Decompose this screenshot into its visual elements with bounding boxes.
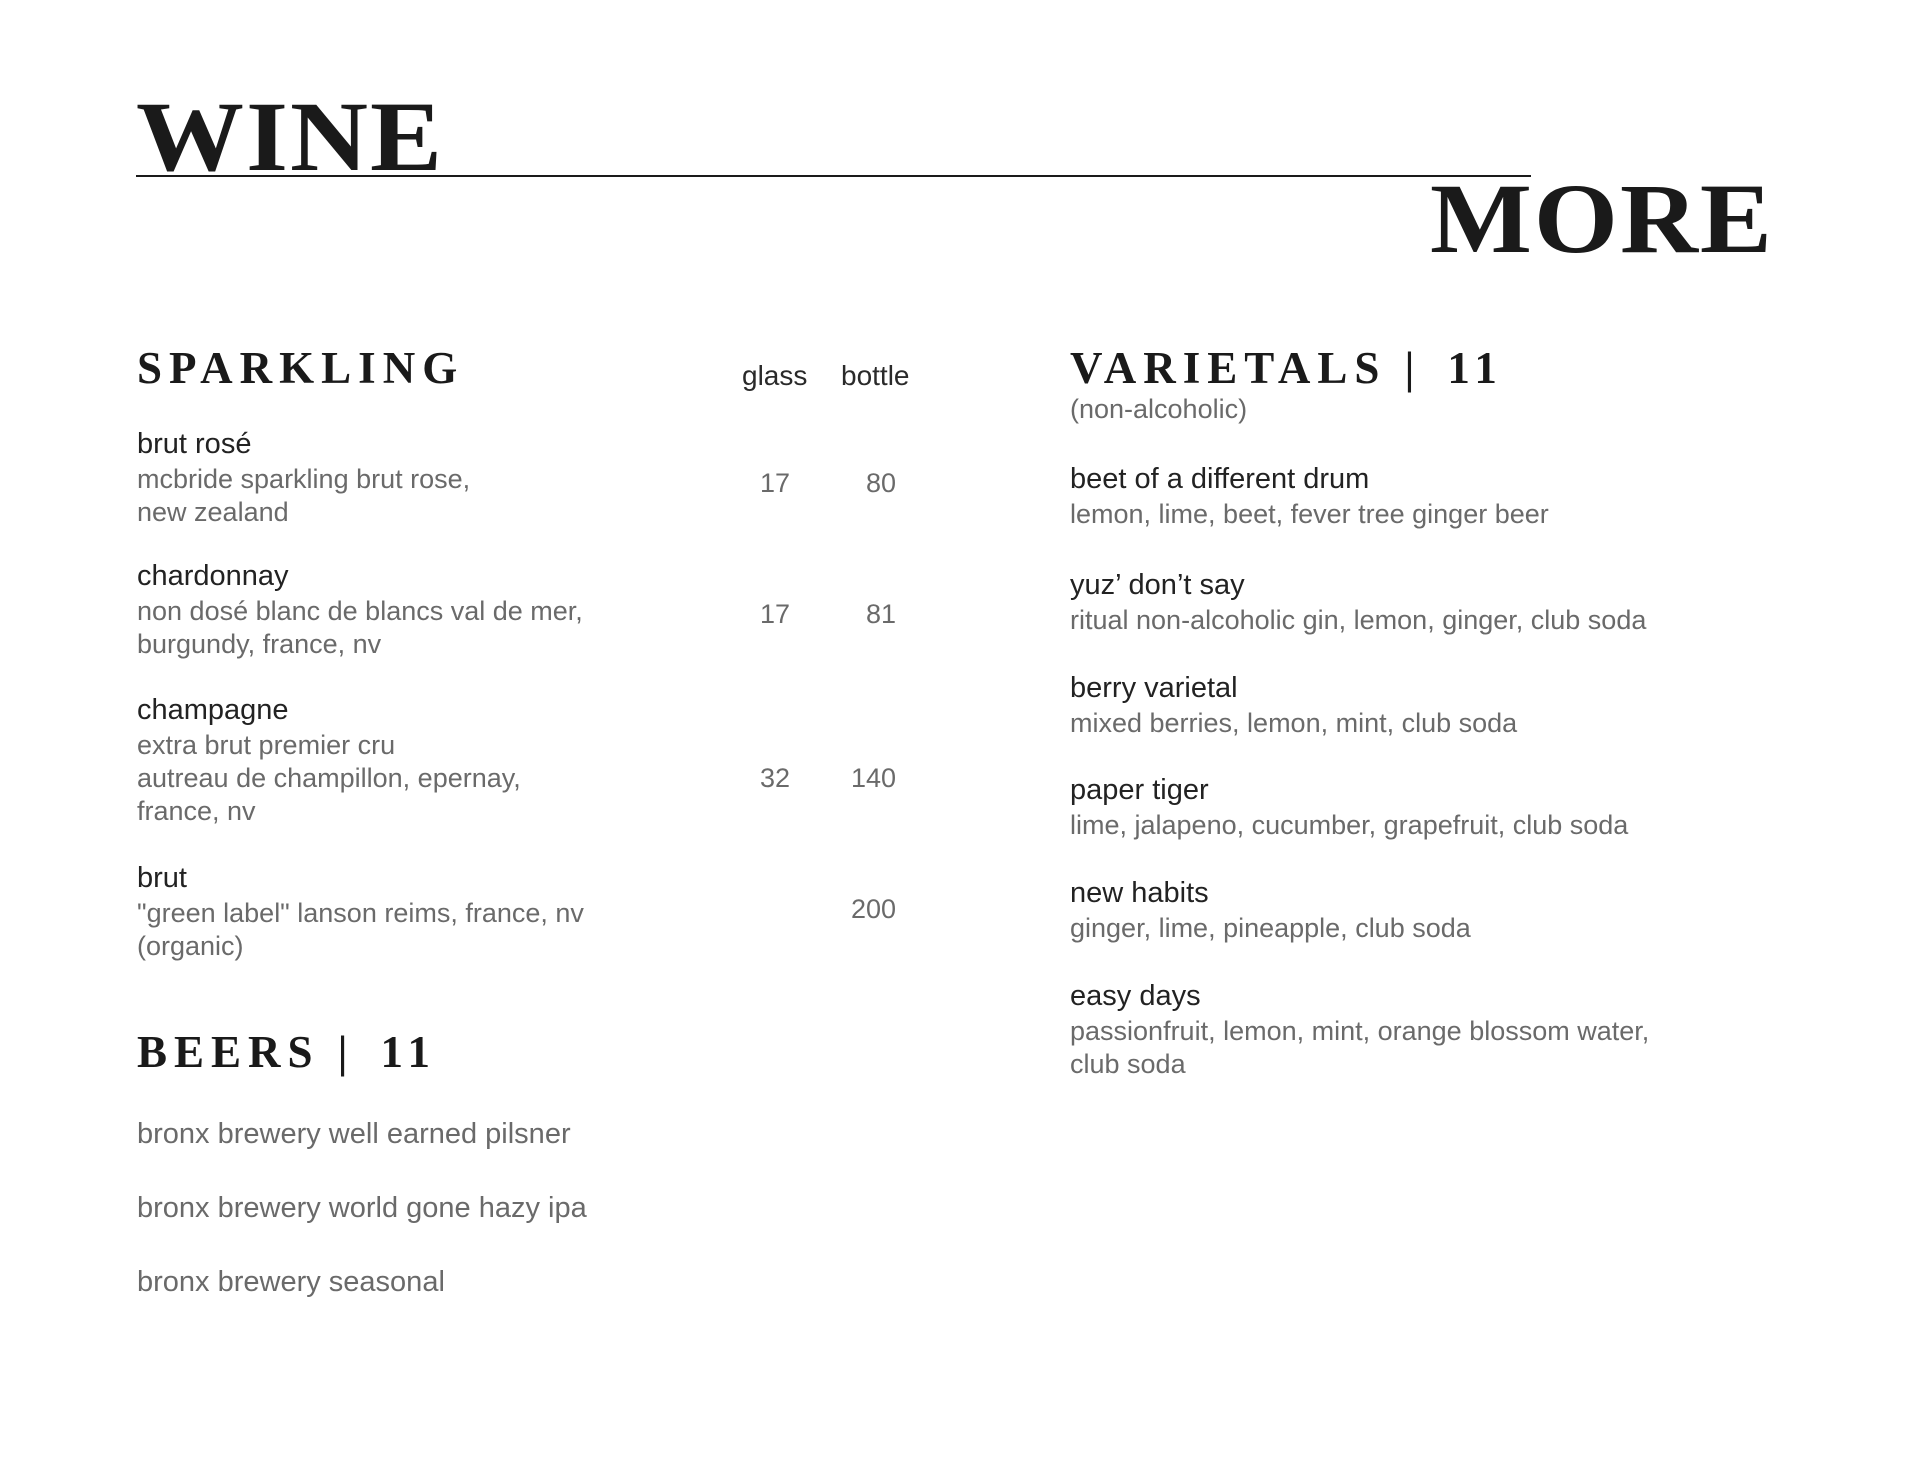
- column-header-glass: glass: [742, 360, 808, 391]
- item-description-line: non dosé blanc de blancs val de mer,: [137, 596, 583, 626]
- price-bottle: 81: [865, 599, 896, 629]
- title-more: MORE: [1430, 164, 1774, 274]
- varietals-heading: [1070, 343, 1504, 393]
- price-glass: 32: [759, 763, 790, 793]
- price-bottle: 140: [850, 763, 896, 793]
- price-bottle: 80: [865, 468, 896, 498]
- varietal-item: [1070, 674, 1517, 740]
- price-bottle: 200: [850, 894, 896, 924]
- sparkling-item: [137, 864, 584, 963]
- item-name: beet of a different drum: [1070, 463, 1370, 495]
- varietal-item: [1070, 776, 1628, 842]
- item-description-line: autreau de champillon, epernay,: [137, 763, 521, 793]
- header-rule: [136, 175, 1531, 177]
- beers-price: 11: [380, 1027, 438, 1077]
- sparkling-heading: SPARKLING: [137, 343, 465, 393]
- item-name: paper tiger: [1070, 774, 1209, 806]
- item-name: new habits: [1070, 877, 1209, 909]
- varietal-item: [1070, 465, 1549, 531]
- item-name: berry varietal: [1070, 672, 1238, 704]
- heading-separator: |: [1404, 343, 1422, 393]
- beers-heading-label: BEERS: [137, 1027, 320, 1077]
- item-description-line: passionfruit, lemon, mint, orange blossom water,: [1070, 1016, 1650, 1046]
- beer-item: bronx brewery world gone hazy ipa: [137, 1192, 587, 1224]
- beers-heading: [137, 1027, 438, 1077]
- item-name: chardonnay: [137, 560, 289, 592]
- item-description-line: mixed berries, lemon, mint, club soda: [1070, 708, 1518, 738]
- item-name: brut: [137, 862, 187, 894]
- varietal-item: [1070, 571, 1646, 637]
- item-description-line: (organic): [137, 931, 244, 961]
- item-description-line: lemon, lime, beet, fever tree ginger beer: [1070, 499, 1549, 529]
- sparkling-item: [137, 562, 583, 661]
- varietals-heading-label: VARIETALS: [1070, 343, 1387, 393]
- price-glass: 17: [759, 599, 790, 629]
- item-description-line: ginger, lime, pineapple, club soda: [1070, 913, 1471, 943]
- item-name: yuz’ don’t say: [1070, 569, 1245, 601]
- item-name: brut rosé: [137, 428, 252, 460]
- item-description-line: mcbride sparkling brut rose,: [137, 464, 471, 494]
- varietal-item: [1070, 982, 1649, 1081]
- title-wine: WINE: [136, 82, 445, 192]
- item-name: champagne: [137, 694, 289, 726]
- item-description-line: new zealand: [137, 497, 289, 527]
- heading-separator: |: [337, 1027, 355, 1077]
- column-header-bottle: bottle: [841, 360, 910, 391]
- item-description-line: "green label" lanson reims, france, nv: [137, 898, 584, 928]
- sparkling-item: [137, 696, 521, 828]
- price-glass: 17: [759, 468, 790, 498]
- varietals-note: (non-alcoholic): [1070, 394, 1248, 424]
- varietals-price: 11: [1447, 343, 1504, 393]
- item-description-line: ritual non-alcoholic gin, lemon, ginger, club soda: [1070, 605, 1647, 635]
- item-description-line: france, nv: [137, 796, 256, 826]
- item-description-line: club soda: [1070, 1049, 1186, 1079]
- item-description-line: lime, jalapeno, cucumber, grapefruit, club soda: [1070, 810, 1629, 840]
- varietal-item: [1070, 879, 1471, 945]
- item-name: easy days: [1070, 980, 1201, 1012]
- beer-item: bronx brewery seasonal: [137, 1266, 445, 1298]
- beer-item: bronx brewery well earned pilsner: [137, 1118, 571, 1150]
- sparkling-item: [137, 430, 470, 529]
- item-description-line: burgundy, france, nv: [137, 629, 382, 659]
- item-description-line: extra brut premier cru: [137, 730, 396, 760]
